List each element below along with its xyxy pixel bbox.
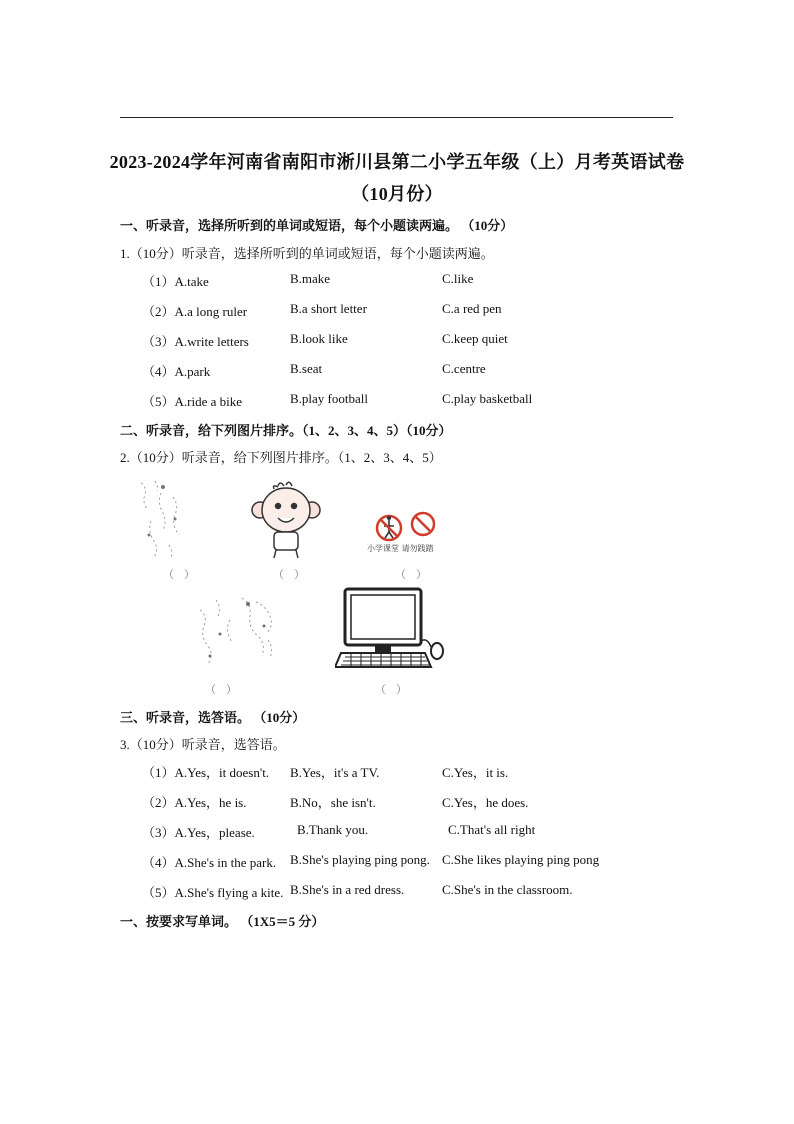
option-b: B.Thank you. — [297, 822, 369, 837]
section1-heading: 一、听录音，选择所听到的单词或短语，每个小题读两遍。 （10分） — [120, 218, 514, 233]
option-b: B.No，she isn't. — [290, 795, 376, 810]
option-a: （5）A.ride a bike — [142, 394, 243, 409]
option-a: （1）A.Yes，it doesn't. — [142, 765, 270, 780]
answer-blank: （） — [273, 569, 315, 581]
option-a: （1）A.take — [142, 274, 209, 289]
q1-item — [142, 331, 702, 349]
option-b: B.a short letter — [290, 301, 367, 316]
section2-heading: 二、听录音，给下列图片排序。（1、2、3、4、5）（10分） — [120, 423, 452, 438]
option-a: （2）A.a long ruler — [142, 304, 248, 319]
option-c: C.play basketball — [442, 391, 533, 406]
option-c: C.centre — [442, 361, 486, 376]
q3-item — [142, 822, 702, 840]
option-b: B.play football — [290, 391, 368, 406]
q1-item — [142, 391, 702, 409]
section4-heading: 一、按要求写单词。 （1X5＝5 分） — [120, 914, 325, 929]
option-a: （5）A.She's flying a kite. — [142, 885, 284, 900]
q3-item — [142, 852, 702, 870]
q1-item — [142, 361, 702, 379]
question-3: 3.（10分）听录音，选答语。 — [120, 737, 286, 752]
faint-sketch-image — [190, 590, 286, 680]
cartoon-boy-image — [248, 480, 324, 562]
option-c: C.Yes，he does. — [442, 795, 529, 810]
option-b: B.seat — [290, 361, 323, 376]
option-c: C.She's in the classroom. — [442, 882, 573, 897]
option-c: C.like — [442, 271, 474, 286]
option-c: C.Yes，it is. — [442, 765, 509, 780]
option-b: B.look like — [290, 331, 348, 346]
option-c: C.a red pen — [442, 301, 502, 316]
option-c: C.She likes playing ping pong — [442, 852, 600, 867]
q3-item — [142, 882, 702, 900]
computer-image — [335, 585, 447, 673]
header-rule — [120, 117, 673, 118]
option-a: （2）A.Yes，he is. — [142, 795, 247, 810]
option-b: B.She's in a red dress. — [290, 882, 405, 897]
option-b: B.make — [290, 271, 331, 286]
answer-blank: （） — [163, 569, 205, 581]
sign-caption: 小学课堂 请勿践踏 — [367, 544, 434, 553]
question-2: 2.（10分）听录音，给下列图片排序。（1、2、3、4、5） — [120, 450, 442, 465]
q1-item — [142, 271, 702, 289]
answer-blank: （） — [375, 684, 417, 696]
answer-blank: （） — [205, 684, 247, 696]
q1-item — [142, 301, 702, 319]
option-c: C.That's all right — [448, 822, 536, 837]
exam-subtitle: （10月份） — [351, 184, 443, 204]
question-1: 1.（10分）听录音，选择所听到的单词或短语，每个小题读两遍。 — [120, 246, 494, 261]
section3-heading: 三、听录音，选答语。 （10分） — [120, 710, 306, 725]
option-a: （4）A.She's in the park. — [142, 855, 277, 870]
q3-item — [142, 792, 702, 810]
q3-item — [142, 762, 702, 780]
option-c: C.keep quiet — [442, 331, 508, 346]
exam-title: 2023-2024学年河南省南阳市淅川县第二小学五年级（上）月考英语试卷 — [109, 152, 685, 172]
option-a: （3）A.write letters — [142, 334, 249, 349]
option-b: B.Yes，it's a TV. — [290, 765, 380, 780]
option-b: B.She's playing ping pong. — [290, 852, 430, 867]
option-a: （4）A.park — [142, 364, 211, 379]
option-a: （3）A.Yes，please. — [142, 825, 255, 840]
faint-sketch-image — [133, 475, 203, 570]
answer-blank: （） — [395, 569, 437, 581]
